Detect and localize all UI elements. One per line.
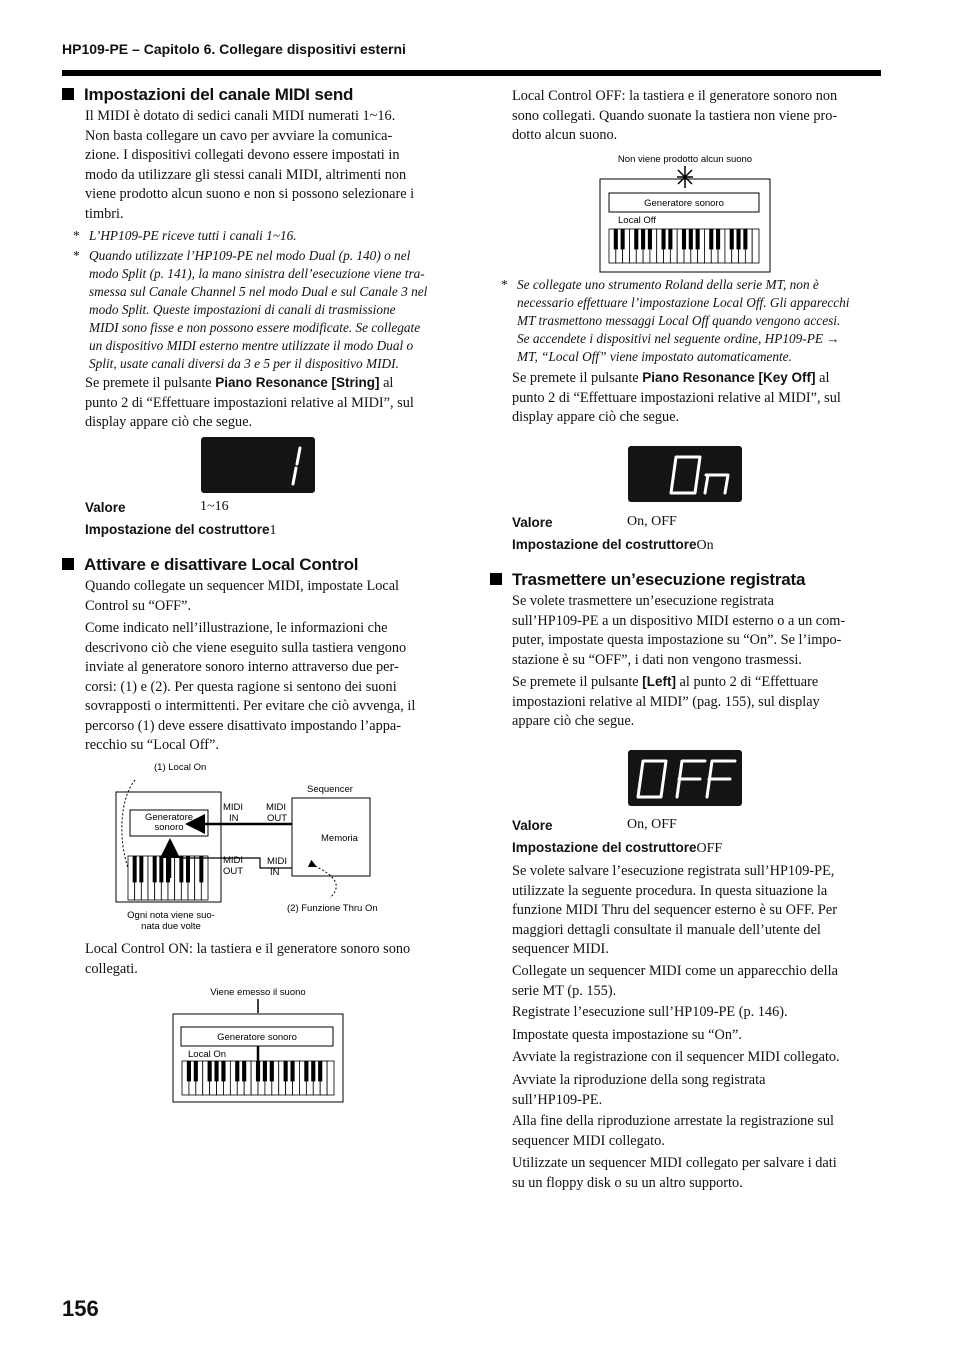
section-heading-midi-send: Impostazioni del canale MIDI send [62,85,353,105]
note-mt-series: * Se collegate uno strumento Roland della serie MT, non è necessario effettuare l’impostazione Local Off. Gli apparecchi MT trasmettono messaggi Local Off quando vengono accesi. Se accendete i dispositivi nel seguente ordine, HP109-PE → MT, “Local Off” viene impostato automaticamente. [501,277,850,364]
transmit-step-6: Alla fine della riproduzione arrestate la registrazione sul sequencer MIDI collegato. [512,1113,834,1149]
label-no-suono: Non viene prodotto alcun suono [617,154,753,165]
local-control-diagram [110,758,400,938]
square-bullet-icon [62,88,74,100]
default-setting-2: Impostazione del costruttoreOn [512,537,714,553]
label-memoria: Memoria [321,833,358,844]
svg-text:MIDI: MIDI [267,856,288,867]
svg-text:Local Off: Local Off [618,215,656,226]
svg-text:MIDI: MIDI [223,855,244,866]
local-off-diagram [599,150,773,274]
keyboard-icon [609,229,759,263]
lcd-display-off [628,750,742,806]
note-channels: * L’HP109-PE riceve tutti i canali 1~16. [73,228,297,243]
svg-text:Generatore sonoro: Generatore sonoro [644,198,724,209]
lcd-display-on [628,446,742,502]
transmit-p1: Se volete trasmettere un’esecuzione registrata sull’HP109-PE a un dispositivo MIDI esterno o a un com- puter, impostate questa impostazione su “On”. Se l’impo- stazione è su “OFF”, i dati non vengono trasmessi. [512,593,846,668]
local-on-caption: Local Control ON: la tastiera e il generatore sonoro sono collegati. [85,941,411,977]
default-setting-3: Impostazione del costruttoreOFF [512,840,723,856]
default-setting-1: Impostazione del costruttore1 [85,522,277,538]
label-suono-emesso: Viene emesso il suono [210,987,306,998]
running-header: HP109-PE – Capitolo 6. Collegare dispositivi esterni [62,41,406,57]
local-off-caption: Local Control OFF: la tastiera e il generatore sonoro non sono collegati. Quando suonate la tastiera non viene pro- dotto alcun suono. [512,88,838,143]
valore-label-1: Valore [85,500,126,515]
local-control-p2: Come indicato nell’illustrazione, le informazioni che descrivono ciò che viene eseguito sulla tastiera vengono inviate al generatore sonoro interno attraverso due per- corsi: (1) e (2). Per questa ragione si sentono dei suoni sovrapposti o intermittenti. Per evitare che ciò avvenga, il percorso (1) deve essere disattivato impostando l’appa- recchio su “Local Off”. [85,620,416,753]
press-left-text: Se premete il pulsante [Left] al punto 2 di “Effettuare impostazioni relative al MIDI” (pag. 155), sul display appare ciò che segue. [512,674,820,729]
transmit-step-4: Avviate la registrazione con il sequencer MIDI collegato. [512,1049,840,1065]
svg-text:IN: IN [229,813,239,824]
svg-text:OUT: OUT [267,813,288,824]
local-on-diagram [172,985,346,1105]
square-bullet-icon [490,573,502,585]
label-local-on: (1) Local On [154,762,207,773]
label-sequencer: Sequencer [307,784,353,795]
local-control-p1: Quando collegate un sequencer MIDI, impostate Local Control su “OFF”. [85,578,400,614]
svg-text:nata due volte: nata due volte [141,921,201,932]
transmit-step-5: Avviate la riproduzione della song registrata sull’HP109-PE. [512,1072,766,1108]
svg-text:MIDI: MIDI [266,802,287,813]
transmit-step-3: Impostate questa impostazione su “On”. [512,1027,742,1043]
page-number: 156 [62,1296,99,1321]
label-thru: (2) Funzione Thru On [287,903,378,914]
svg-text:Generatore sonoro: Generatore sonoro [217,1032,297,1043]
valore-value-2: On, OFF [627,514,677,529]
keyboard-icon [128,856,208,900]
svg-text:MIDI: MIDI [223,802,244,813]
lcd-display-1 [201,437,315,493]
press-keyoff-text: Se premete il pulsante Piano Resonance [Key Off] al punto 2 di “Effettuare impostazioni relative al MIDI”, sul display appare ciò che segue. [512,370,841,425]
label-generatore: Generatore [144,812,194,823]
valore-label-3: Valore [512,818,553,833]
valore-value-3: On, OFF [627,817,677,832]
valore-value-1: 1~16 [200,499,229,514]
transmit-step-7: Utilizzate un sequencer MIDI collegato per salvare i dati su un floppy disk o su un altro supporto. [512,1155,837,1191]
transmit-p2: Se volete salvare l’esecuzione registrata sull’HP109-PE, utilizzate la seguente procedura. In questa situazione la funzione MIDI Thru del sequencer esterno è su OFF. Per maggiori dettagli consultate il manuale dell’utente del sequencer MIDI. [512,863,837,957]
note-dual-split: * Quando utilizzate l’HP109-PE nel modo Dual (p. 140) o nel modo Split (p. 141), la mano sinistra dell’esecuzione viene tra- smessa sul Canale Channel 5 nel modo Dual e sul Canale 3 nel modo Split. Queste impostazioni di canali di trasmissione MIDI sono fisse e non possono essere modificate. Se collegate un dispositivo MIDI esterno mentre utilizzate il modo Dual o Split, usate canali diversi da 3 e 5 per il dispositivo MIDI. [73,248,428,371]
transmit-step-2: Registrate l’esecuzione sull’HP109-PE (p. 146). [512,1004,788,1020]
svg-text:Local On: Local On [188,1049,227,1060]
label-sonoro: sonoro [154,822,184,833]
section-heading-transmit: Trasmettere un’esecuzione registrata [490,570,805,590]
header-rule [62,70,881,76]
svg-text:OUT: OUT [223,866,244,877]
valore-label-2: Valore [512,515,553,530]
press-string-text: Se premete il pulsante Piano Resonance [String] al punto 2 di “Effettuare impostazioni relative al MIDI”, sul display appare ciò che segue. [85,375,414,430]
section-heading-local-control: Attivare e disattivare Local Control [62,555,358,575]
transmit-step-1: Collegate un sequencer MIDI come un apparecchio della serie MT (p. 155). [512,963,838,999]
svg-text:Ogni nota viene suo-: Ogni nota viene suo- [127,910,215,921]
svg-text:IN: IN [270,867,280,878]
keyboard-icon [182,1061,334,1095]
midi-send-intro: Il MIDI è dotato di sedici canali MIDI numerati 1~16. Non basta collegare un cavo per avviare la comunica- zione. I dispositivi collegati devono essere impostati in modo da utilizzare gli stessi canali MIDI, altrimenti non viene prodotto alcun suono e non si possono selezionare i timbri. [85,108,415,222]
square-bullet-icon [62,558,74,570]
